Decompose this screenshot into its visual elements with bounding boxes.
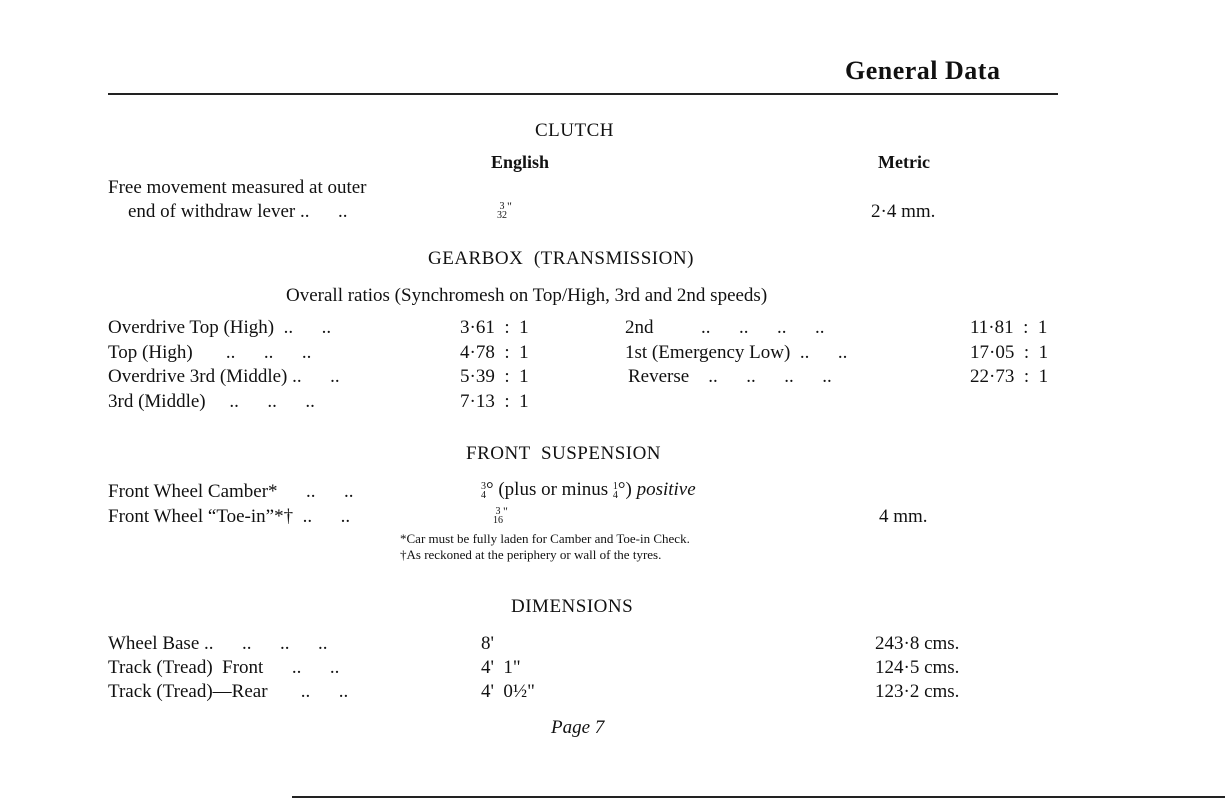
- footer-rule: [292, 796, 1225, 798]
- ratio-value: 11·81 : 1: [970, 317, 1048, 338]
- ratio-label: 2nd .. .. .. ..: [625, 317, 825, 338]
- page-title: General Data: [845, 56, 1001, 85]
- gearbox-subheading: Overall ratios (Synchromesh on Top/High, 3rd and 2nd speeds): [286, 285, 768, 306]
- ratio-label: 1st (Emergency Low) .. ..: [625, 342, 848, 363]
- dimension-english: 4' 0½": [481, 681, 535, 702]
- footnote-toe-in: †As reckoned at the periphery or wall of the tyres.: [400, 547, 662, 562]
- ratio-label: Overdrive Top (High) .. ..: [108, 317, 332, 338]
- toe-in-label: Front Wheel “Toe-in”*† .. ..: [108, 506, 351, 527]
- camber-value: 3 4° (plus or minus 1 4°) positive: [481, 479, 696, 501]
- ratio-value: 22·73 : 1: [970, 366, 1049, 387]
- clutch-english-value: 3 32": [497, 199, 512, 221]
- dimension-english: 8': [481, 633, 494, 654]
- toe-in-metric-value: 4 mm.: [879, 506, 928, 527]
- ratio-label: Reverse .. .. .. ..: [628, 366, 832, 387]
- ratio-label: Top (High) .. .. ..: [108, 342, 312, 363]
- camber-label: Front Wheel Camber* .. ..: [108, 481, 354, 502]
- front-suspension-heading: FRONT SUSPENSION: [466, 443, 662, 464]
- dimensions-heading: DIMENSIONS: [511, 596, 634, 617]
- ratio-label: Overdrive 3rd (Middle) .. ..: [108, 366, 340, 387]
- ratio-value: 4·78 : 1: [460, 342, 529, 363]
- gearbox-heading: GEARBOX (TRANSMISSION): [428, 248, 694, 269]
- ratio-value: 7·13 : 1: [460, 391, 529, 412]
- clutch-metric-value: 2·4 mm.: [871, 201, 936, 222]
- footnote-camber: *Car must be fully laden for Camber and Toe-in Check.: [400, 531, 690, 546]
- ratio-value: 5·39 : 1: [460, 366, 529, 387]
- header-rule: [108, 93, 1058, 95]
- ratio-value: 17·05 : 1: [970, 342, 1049, 363]
- dimension-metric: 243·8 cms.: [875, 633, 960, 654]
- clutch-label-line1: Free movement measured at outer: [108, 177, 367, 198]
- clutch-heading: CLUTCH: [535, 120, 614, 141]
- dimension-metric: 124·5 cms.: [875, 657, 960, 678]
- dimension-label: Wheel Base .. .. .. ..: [108, 633, 328, 654]
- dimension-english: 4' 1": [481, 657, 521, 678]
- metric-column-header: Metric: [878, 152, 930, 172]
- dimension-metric: 123·2 cms.: [875, 681, 960, 702]
- ratio-value: 3·61 : 1: [460, 317, 529, 338]
- clutch-label-line2: end of withdraw lever .. ..: [128, 201, 348, 222]
- toe-in-english-value: 3 16": [493, 504, 508, 526]
- ratio-label: 3rd (Middle) .. .. ..: [108, 391, 315, 412]
- english-column-header: English: [491, 152, 550, 172]
- dimension-label: Track (Tread)—Rear .. ..: [108, 681, 349, 702]
- dimension-label: Track (Tread) Front .. ..: [108, 657, 340, 678]
- page-number: Page 7: [551, 717, 605, 738]
